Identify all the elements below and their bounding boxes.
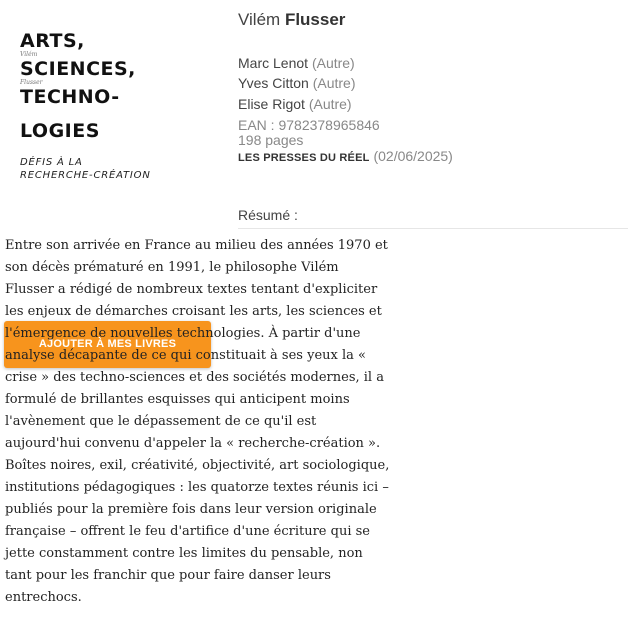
cover-title-line: LOGIES bbox=[20, 120, 100, 142]
contributor-name: Marc Lenot bbox=[238, 55, 309, 71]
resume-heading: Résumé : bbox=[238, 207, 298, 223]
ean-code: EAN : 9782378965846 bbox=[238, 117, 380, 133]
cover-title-line: ARTS, bbox=[20, 30, 85, 52]
contributor-role: (Autre) bbox=[312, 75, 356, 91]
cover-title-line: SCIENCES, bbox=[20, 58, 136, 80]
author-first-name: Vilém bbox=[238, 10, 281, 29]
publication-date: (02/06/2025) bbox=[373, 148, 453, 164]
page-count: 198 pages bbox=[238, 132, 304, 148]
publisher-name[interactable]: LES PRESSES DU RÉEL bbox=[238, 152, 370, 164]
contributor-name: Yves Citton bbox=[238, 75, 309, 91]
resume-text: Entre son arrivée en France au milieu des années 1970 et son décès prématuré en 1991, le philosophe Vilém Flusser a rédigé de nombreux textes tentant d'expliciter les enjeux de démarches croisant les arts, les sciences et l'émergence de nouvelles technologies. À partir d'une analyse décapante de ce qui constituait à ses yeux la « crise » des techno-sciences et des sociétés modernes, il a formulé de brillantes esquisses qui anticipent moins l'avènement que le dépassement de ce qu'il est aujourd'hui convenu d'appeler la « recherche-création ». Boîtes noires, exil, créativité, objectivité, art sociologique, institutions pédagogiques : les quatorze textes réunis ici – publiés pour la première fois dans leur version originale française – offrent le feu d'artifice d'une écriture qui se jette constamment contre les limites du pensable, non tant pour les franchir que pour faire danser leurs entrechocs. bbox=[5, 238, 390, 605]
cover-subtitle-line: RECHERCHE-CRÉATION bbox=[20, 170, 151, 181]
author-last-name: Flusser bbox=[284, 10, 346, 29]
book-cover bbox=[20, 30, 200, 182]
add-to-my-books-button[interactable]: AJOUTER À MES LIVRES bbox=[4, 321, 211, 368]
cover-subtitle-line: DÉFIS À LA bbox=[20, 157, 83, 168]
contributor-role: (Autre) bbox=[311, 55, 355, 71]
contributor-name: Elise Rigot bbox=[238, 96, 305, 112]
publisher-line bbox=[238, 148, 453, 164]
cover-subtitle bbox=[20, 156, 200, 182]
cover-title-line: TECHNO- bbox=[20, 86, 120, 108]
contributor[interactable] bbox=[238, 96, 352, 112]
divider bbox=[238, 228, 628, 229]
contributor[interactable] bbox=[238, 55, 355, 71]
cover-author-first: Vilém bbox=[20, 51, 38, 58]
contributor-role: (Autre) bbox=[308, 96, 352, 112]
cover-author-last: Flusser bbox=[20, 79, 43, 86]
contributor[interactable] bbox=[238, 75, 356, 91]
author-name[interactable] bbox=[238, 10, 345, 30]
cover-spacer bbox=[20, 108, 200, 120]
